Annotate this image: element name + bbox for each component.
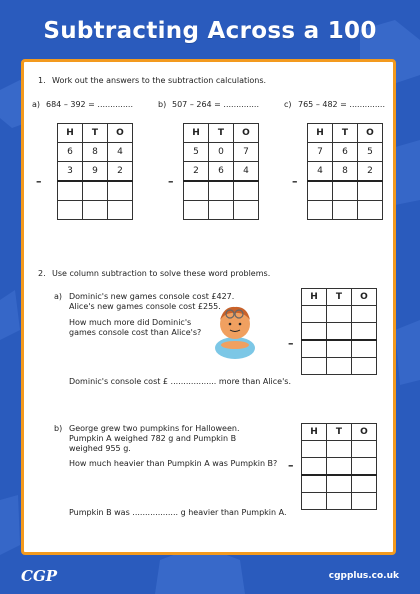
header-h: H	[58, 124, 83, 143]
child-eye	[239, 323, 242, 326]
bottom-digit: 4	[308, 162, 333, 182]
q1a-label: a)	[32, 100, 41, 109]
child-illustration	[204, 298, 266, 360]
answer-cell[interactable]	[108, 181, 133, 201]
q2a-line1: Dominic's new games console cost £427.	[69, 292, 235, 301]
child-eye	[229, 323, 232, 326]
bottom-digit: 3	[58, 162, 83, 182]
q1b-hto-grid	[183, 123, 259, 220]
header-h: H	[308, 124, 333, 143]
page-title: Subtracting Across a 100	[43, 18, 377, 44]
header-t: T	[327, 424, 352, 441]
working-cell[interactable]	[358, 201, 383, 220]
bottom-digit: 9	[83, 162, 108, 182]
working-cell[interactable]	[327, 493, 352, 510]
working-cell[interactable]	[58, 201, 83, 220]
q2a-minus-sign: –	[288, 337, 294, 350]
q2a-answer-sentence: Dominic's console cost £ .................. more than Alice's.	[69, 377, 292, 386]
answer-cell[interactable]	[358, 181, 383, 201]
q2a-hto-grid	[301, 288, 377, 375]
q1a-minus-sign: –	[36, 175, 42, 188]
working-cell[interactable]	[302, 358, 327, 375]
header-t: T	[333, 124, 358, 143]
answer-cell[interactable]	[302, 340, 327, 358]
answer-cell[interactable]	[184, 181, 209, 201]
top-digit: 8	[83, 143, 108, 162]
q1b-calculation: 507 – 264 = ..............	[172, 100, 260, 109]
grid-cell[interactable]	[302, 441, 327, 458]
working-cell[interactable]	[327, 358, 352, 375]
top-digit: 6	[333, 143, 358, 162]
header-o: O	[234, 124, 259, 143]
header-o: O	[352, 424, 377, 441]
bottom-digit: 8	[333, 162, 358, 182]
q1a-calculation: 684 – 392 = ..............	[46, 100, 134, 109]
answer-cell[interactable]	[209, 181, 234, 201]
footer-url[interactable]: cgpplus.co.uk	[328, 571, 399, 581]
q2-instruction: Use column subtraction to solve these word problems.	[52, 269, 271, 278]
working-cell[interactable]	[184, 201, 209, 220]
answer-cell[interactable]	[327, 340, 352, 358]
q2b-line4: How much heavier than Pumpkin A was Pumpkin B?	[69, 459, 278, 468]
working-cell[interactable]	[308, 201, 333, 220]
header-h: H	[184, 124, 209, 143]
top-digit: 5	[358, 143, 383, 162]
grid-cell[interactable]	[352, 323, 377, 341]
q1-number: 1.	[38, 76, 46, 85]
child-arms	[221, 341, 249, 349]
grid-cell[interactable]	[352, 458, 377, 476]
answer-cell[interactable]	[327, 475, 352, 493]
header-t: T	[327, 289, 352, 306]
top-digit: 5	[184, 143, 209, 162]
top-digit: 0	[209, 143, 234, 162]
working-cell[interactable]	[83, 201, 108, 220]
header-o: O	[108, 124, 133, 143]
grid-cell[interactable]	[327, 306, 352, 323]
q2b-minus-sign: –	[288, 459, 294, 472]
bottom-digit: 6	[209, 162, 234, 182]
header-o: O	[358, 124, 383, 143]
working-cell[interactable]	[333, 201, 358, 220]
grid-cell[interactable]	[302, 458, 327, 476]
grid-cell[interactable]	[352, 306, 377, 323]
q1c-label: c)	[284, 100, 292, 109]
worksheet	[21, 59, 396, 555]
working-cell[interactable]	[234, 201, 259, 220]
answer-cell[interactable]	[83, 181, 108, 201]
bottom-digit: 2	[108, 162, 133, 182]
q2b-line3: weighed 955 g.	[69, 444, 131, 453]
working-cell[interactable]	[209, 201, 234, 220]
working-cell[interactable]	[302, 493, 327, 510]
top-digit: 7	[234, 143, 259, 162]
bottom-digit: 2	[358, 162, 383, 182]
grid-cell[interactable]	[327, 323, 352, 341]
q1b-minus-sign: –	[168, 175, 174, 188]
q2b-label: b)	[54, 424, 63, 433]
header-h: H	[302, 289, 327, 306]
top-digit: 4	[108, 143, 133, 162]
q1b-label: b)	[158, 100, 167, 109]
q2a-line4: games console cost than Alice's?	[69, 328, 202, 337]
bottom-digit: 4	[234, 162, 259, 182]
q2b-line2: Pumpkin A weighed 782 g and Pumpkin B	[69, 434, 237, 443]
q1c-minus-sign: –	[292, 175, 298, 188]
grid-cell[interactable]	[327, 458, 352, 476]
working-cell[interactable]	[108, 201, 133, 220]
header-o: O	[352, 289, 377, 306]
cgp-logo: CGP	[21, 567, 58, 585]
top-digit: 7	[308, 143, 333, 162]
answer-cell[interactable]	[234, 181, 259, 201]
q2b-answer-sentence: Pumpkin B was .................. g heavier than Pumpkin A.	[69, 508, 287, 517]
q2a-label: a)	[54, 292, 63, 301]
grid-cell[interactable]	[352, 441, 377, 458]
header-t: T	[83, 124, 108, 143]
q1-instruction: Work out the answers to the subtraction calculations.	[52, 76, 267, 85]
answer-cell[interactable]	[58, 181, 83, 201]
q1a-hto-grid	[57, 123, 133, 220]
answer-cell[interactable]	[308, 181, 333, 201]
q2b-hto-grid	[301, 423, 377, 510]
grid-cell[interactable]	[302, 306, 327, 323]
q1c-calculation: 765 – 482 = ..............	[298, 100, 386, 109]
header-h: H	[302, 424, 327, 441]
header-t: T	[209, 124, 234, 143]
q2a-line3: How much more did Dominic's	[69, 318, 192, 327]
q2b-line1: George grew two pumpkins for Halloween.	[69, 424, 240, 433]
answer-cell[interactable]	[352, 340, 377, 358]
q2a-line2: Alice's new games console cost £255.	[69, 302, 221, 311]
top-digit: 6	[58, 143, 83, 162]
q2-number: 2.	[38, 269, 46, 278]
bottom-digit: 2	[184, 162, 209, 182]
grid-cell[interactable]	[302, 323, 327, 341]
answer-cell[interactable]	[302, 475, 327, 493]
grid-cell[interactable]	[327, 441, 352, 458]
working-cell[interactable]	[352, 493, 377, 510]
q1c-hto-grid	[307, 123, 383, 220]
answer-cell[interactable]	[333, 181, 358, 201]
answer-cell[interactable]	[352, 475, 377, 493]
working-cell[interactable]	[352, 358, 377, 375]
